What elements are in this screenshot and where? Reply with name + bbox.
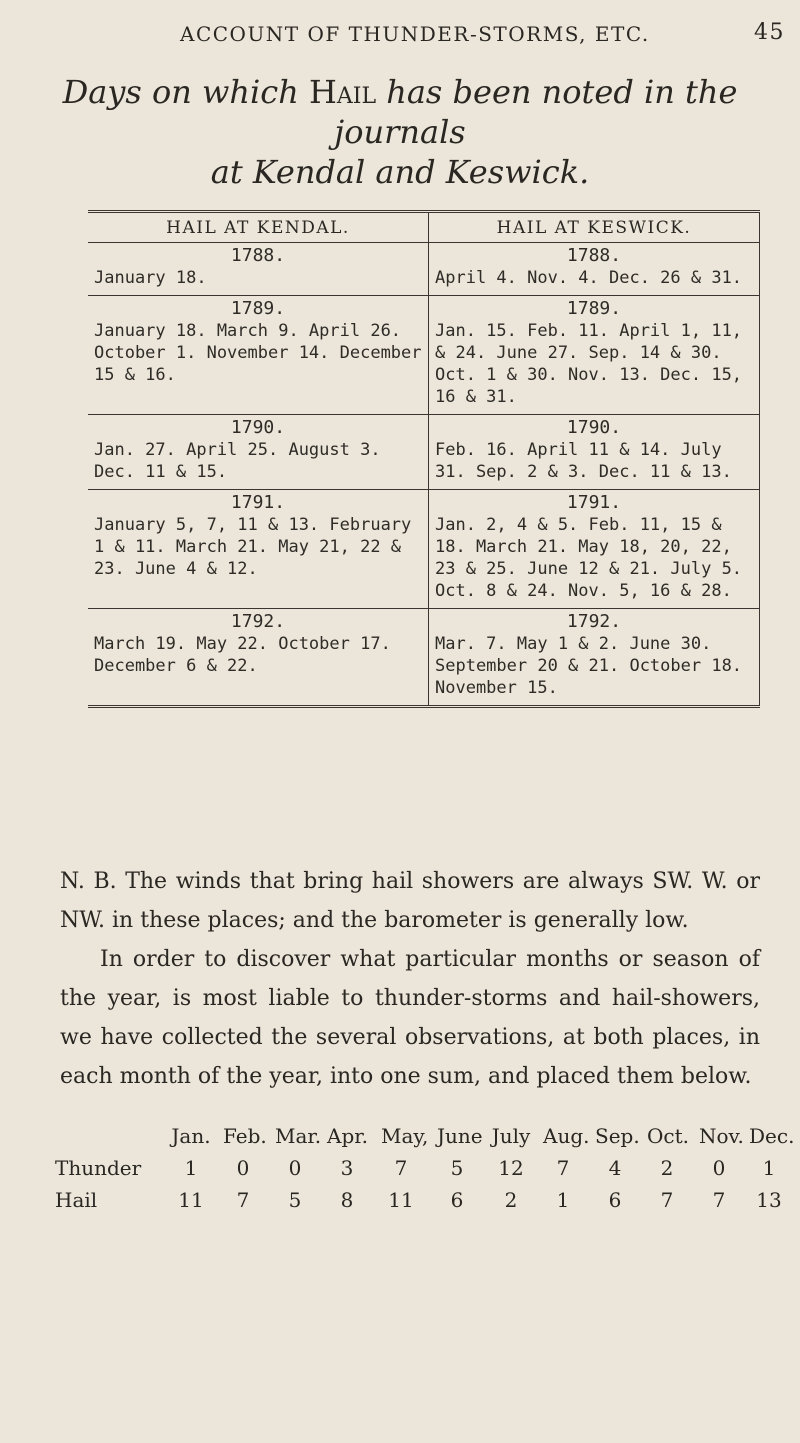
header-keswick: HAIL AT KESWICK. <box>429 212 760 243</box>
row-label-hail: Hail <box>55 1188 98 1212</box>
kendal-year: 1789. <box>88 296 429 321</box>
keswick-year: 1791. <box>429 490 760 515</box>
header-kendal: HAIL AT KENDAL. <box>88 212 429 243</box>
row-label-thunder: Thunder <box>55 1156 142 1180</box>
year-row <box>88 490 760 515</box>
hail-table-container <box>88 210 760 708</box>
dates-row <box>88 514 760 608</box>
dates-row <box>88 633 760 707</box>
keswick-year: 1790. <box>429 415 760 440</box>
month-label: Nov. <box>699 1124 744 1148</box>
kendal-dates: March 19. May 22. October 17. December 6 & 22. <box>88 633 429 707</box>
hail-count: 13 <box>756 1188 782 1212</box>
month-label: Aug. <box>543 1124 590 1148</box>
kendal-year: 1790. <box>88 415 429 440</box>
kendal-dates: January 5, 7, 11 & 13. February 1 & 11. March 21. May 21, 22 & 23. June 4 & 12. <box>88 514 429 608</box>
month-label: Jan. <box>171 1124 211 1148</box>
keswick-year: 1789. <box>429 296 760 321</box>
hail-count: 1 <box>556 1188 570 1212</box>
dates-row <box>88 267 760 295</box>
kendal-year: 1792. <box>88 609 429 634</box>
months-header-row <box>55 1120 795 1152</box>
kendal-dates: Jan. 27. April 25. August 3. Dec. 11 & 15. <box>88 439 429 489</box>
thunder-count: 2 <box>660 1156 674 1180</box>
hail-count: 7 <box>712 1188 726 1212</box>
title-line-2: at Kendal and Keswick. <box>210 153 590 191</box>
hail-count: 11 <box>178 1188 204 1212</box>
title-line-1 <box>0 72 800 152</box>
hail-count: 7 <box>660 1188 674 1212</box>
thunder-count: 0 <box>288 1156 302 1180</box>
thunder-count: 3 <box>340 1156 354 1180</box>
thunder-row <box>55 1152 775 1184</box>
kendal-dates: January 18. <box>88 267 429 295</box>
month-label: Dec. <box>749 1124 795 1148</box>
hail-count: 8 <box>340 1188 354 1212</box>
thunder-count: 7 <box>556 1156 570 1180</box>
body-text <box>60 862 760 1096</box>
hail-row <box>55 1184 782 1216</box>
thunder-count: 5 <box>450 1156 464 1180</box>
month-label: Oct. <box>647 1124 689 1148</box>
nota-bene-paragraph: N. B. The winds that bring hail showers are always SW. W. or NW. in these places; and the barometer is generally low. <box>60 869 760 933</box>
kendal-dates: January 18. March 9. April 26. October 1. November 14. December 15 & 16. <box>88 320 429 414</box>
keswick-dates: Jan. 15. Feb. 11. April 1, 11, & 24. June 27. Sep. 14 & 30. Oct. 1 & 30. Nov. 13. Dec. 15, 16 & 31. <box>429 320 760 414</box>
title-hail: Hail <box>308 73 377 111</box>
year-row <box>88 609 760 634</box>
keswick-dates: April 4. Nov. 4. Dec. 26 & 31. <box>429 267 760 295</box>
title-suffix: has been noted in the journals <box>334 73 738 151</box>
month-label: Apr. <box>327 1124 368 1148</box>
year-row <box>88 415 760 440</box>
month-label: Feb. <box>223 1124 267 1148</box>
hail-count: 6 <box>608 1188 622 1212</box>
year-row <box>88 296 760 321</box>
keswick-year: 1788. <box>429 243 760 268</box>
thunder-count: 4 <box>608 1156 622 1180</box>
keswick-dates: Feb. 16. April 11 & 14. July 31. Sep. 2 & 3. Dec. 11 & 13. <box>429 439 760 489</box>
thunder-count: 12 <box>498 1156 524 1180</box>
thunder-count: 0 <box>712 1156 726 1180</box>
running-title: ACCOUNT OF THUNDER-STORMS, ETC. <box>180 22 650 46</box>
hail-count: 5 <box>288 1188 302 1212</box>
thunder-count: 0 <box>236 1156 250 1180</box>
keswick-year: 1792. <box>429 609 760 634</box>
hail-count: 6 <box>450 1188 464 1212</box>
month-label: Mar. <box>275 1124 322 1148</box>
hail-count: 2 <box>504 1188 518 1212</box>
page-title <box>0 72 800 192</box>
title-prefix: Days on which <box>62 73 309 111</box>
month-label: May, <box>381 1124 429 1148</box>
hail-table <box>88 210 760 708</box>
summary-intro-paragraph: In order to discover what particular months or season of the year, is most liable to thunder-storms and hail-showers, we have collected the several observations, at both places, in each month of the year, into one sum, and placed them below. <box>60 947 760 1089</box>
page-number: 45 <box>754 20 785 45</box>
month-label: June <box>437 1124 483 1148</box>
keswick-dates: Jan. 2, 4 & 5. Feb. 11, 15 & 18. March 21. May 18, 20, 22, 23 & 25. June 12 & 21. July 5. Oct. 8 & 24. Nov. 5, 16 & 28. <box>429 514 760 608</box>
hail-count: 7 <box>236 1188 250 1212</box>
monthly-summary-table <box>55 1120 795 1216</box>
year-row <box>88 243 760 268</box>
thunder-count: 7 <box>394 1156 408 1180</box>
keswick-dates: Mar. 7. May 1 & 2. June 30. September 20 & 21. October 18. November 15. <box>429 633 760 707</box>
kendal-year: 1791. <box>88 490 429 515</box>
dates-row <box>88 320 760 414</box>
month-label: Sep. <box>595 1124 640 1148</box>
hail-table-header <box>88 212 760 243</box>
thunder-count: 1 <box>762 1156 776 1180</box>
month-label: July <box>491 1124 531 1148</box>
dates-row <box>88 439 760 489</box>
hail-count: 11 <box>388 1188 414 1212</box>
thunder-count: 1 <box>184 1156 198 1180</box>
kendal-year: 1788. <box>88 243 429 268</box>
